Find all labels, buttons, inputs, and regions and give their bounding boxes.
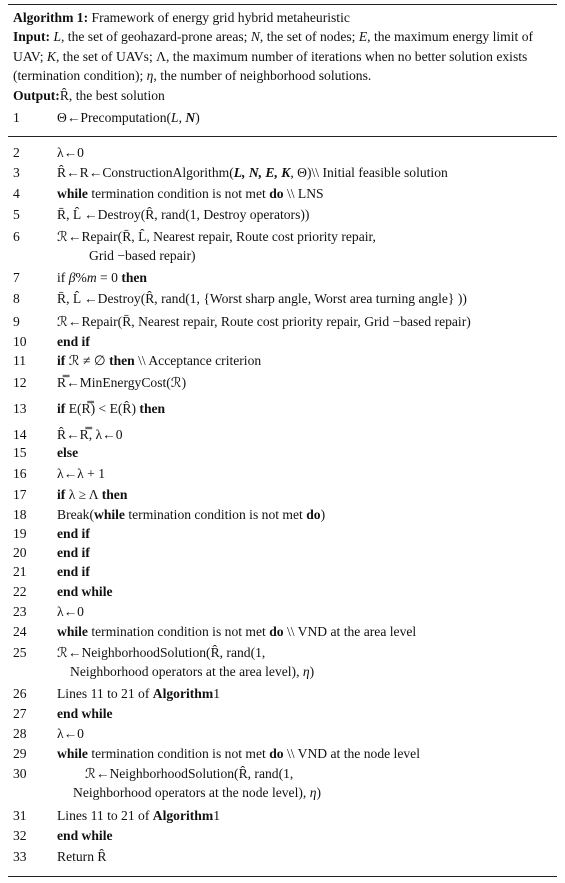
line-number: 11 bbox=[13, 353, 27, 368]
code-segment: ℛ←Repair(R̄, L̂, Nearest repair, Route cost priority repair, bbox=[57, 229, 376, 244]
line-code bbox=[57, 314, 471, 330]
code-segment: end while bbox=[57, 584, 113, 599]
line-code bbox=[57, 746, 420, 762]
line-code bbox=[57, 526, 90, 542]
code-segment: else bbox=[57, 445, 79, 460]
code-segment: if bbox=[57, 487, 66, 502]
line-number: 21 bbox=[13, 564, 27, 579]
line-code bbox=[57, 427, 123, 443]
bottom-rule bbox=[8, 876, 557, 877]
code-segment: Return R̂ bbox=[57, 849, 107, 864]
code-segment: % bbox=[75, 270, 87, 285]
code-segment: R̂←R̿, λ←0 bbox=[57, 427, 123, 442]
code-segment: , the number of neighborhood solutions. bbox=[153, 68, 372, 84]
code-segment: ℛ←Repair(R̄, Nearest repair, Route cost priority repair, Grid −based repair) bbox=[57, 314, 471, 329]
code-segment: ℛ←NeighborhoodSolution(R̂, rand(1, bbox=[85, 766, 294, 781]
code-segment: ℛ←NeighborhoodSolution(R̂, rand(1, bbox=[57, 645, 266, 660]
code-segment: 1 bbox=[213, 808, 220, 823]
line-number: 23 bbox=[13, 604, 27, 619]
input-label: Input: bbox=[13, 29, 51, 45]
code-segment: if bbox=[57, 353, 66, 368]
line-code bbox=[57, 445, 78, 461]
code-segment: do bbox=[269, 624, 284, 639]
line-code bbox=[57, 828, 113, 844]
code-segment: Grid −based repair) bbox=[89, 248, 196, 263]
line-number: 6 bbox=[13, 229, 20, 244]
line-number: 32 bbox=[13, 828, 27, 843]
code-segment: E(R̿) < E(R̂) bbox=[65, 401, 140, 416]
line-number: 8 bbox=[13, 291, 20, 306]
line-number: 13 bbox=[13, 401, 27, 416]
code-segment: η bbox=[302, 664, 310, 679]
code-segment: \\ VND at the node level bbox=[283, 746, 420, 761]
code-segment: end while bbox=[57, 706, 113, 721]
code-segment: R̄, L̂ ←Destroy(R̂, rand(1, Destroy operators)) bbox=[57, 207, 310, 222]
code-segment: , Θ)\\ Initial feasible solution bbox=[290, 165, 448, 180]
code-segment: \\ Acceptance criterion bbox=[134, 353, 262, 368]
line-number: 27 bbox=[13, 706, 27, 721]
line-number: 29 bbox=[13, 746, 27, 761]
line-number: 22 bbox=[13, 584, 27, 599]
code-segment: R̿←MinEnergyCost(ℛ) bbox=[57, 375, 187, 390]
line-number: 1 bbox=[13, 110, 20, 125]
code-segment: K bbox=[46, 48, 56, 64]
code-segment: while bbox=[57, 746, 88, 761]
algorithm-output bbox=[13, 86, 553, 105]
code-segment: Algorithm bbox=[152, 808, 214, 823]
line-code bbox=[57, 584, 113, 600]
code-segment: L bbox=[53, 29, 61, 45]
line-number: 15 bbox=[13, 445, 27, 460]
code-segment: Break( bbox=[57, 507, 94, 522]
code-segment: end if bbox=[57, 545, 90, 560]
code-segment: do bbox=[269, 746, 284, 761]
code-segment: Algorithm bbox=[152, 686, 214, 701]
code-segment: ) bbox=[316, 785, 321, 800]
line-code bbox=[57, 624, 416, 640]
code-segment: N bbox=[250, 29, 260, 45]
code-segment: N bbox=[185, 110, 196, 125]
code-segment: ) bbox=[320, 507, 326, 522]
output-text: R̂, the best solution bbox=[59, 87, 165, 103]
line-code bbox=[57, 564, 90, 580]
algorithm-title bbox=[13, 8, 553, 27]
code-segment: , the set of UAVs; Λ, the maximum number of iterations when no better solution exists (termination condition); bbox=[13, 48, 528, 84]
line-code bbox=[57, 145, 84, 161]
algorithm-title-text: Framework of energy grid hybrid metaheuristic bbox=[91, 10, 350, 25]
line-code bbox=[57, 229, 376, 245]
code-segment: ) bbox=[195, 110, 200, 125]
code-segment: Θ←Precomputation( bbox=[57, 110, 172, 125]
line-number: 14 bbox=[13, 427, 27, 442]
line-number: 7 bbox=[13, 270, 20, 285]
code-segment: λ←0 bbox=[57, 726, 84, 741]
code-segment: Lines 11 to 21 of bbox=[57, 686, 153, 701]
header-rule bbox=[8, 136, 557, 137]
code-segment: η bbox=[309, 785, 317, 800]
line-continuation bbox=[89, 248, 565, 264]
line-code bbox=[57, 401, 165, 417]
line-code bbox=[57, 604, 84, 620]
line-code bbox=[57, 291, 467, 307]
line-number: 12 bbox=[13, 375, 27, 390]
code-segment: m bbox=[86, 270, 97, 285]
code-segment: λ←0 bbox=[57, 145, 84, 160]
algorithm-title-label: Algorithm 1: bbox=[13, 10, 89, 25]
line-code bbox=[57, 487, 127, 503]
line-code bbox=[57, 466, 105, 482]
code-segment: end if bbox=[57, 526, 90, 541]
code-segment: λ←λ + 1 bbox=[57, 466, 106, 481]
code-segment: , the maximum energy limit of UAV; bbox=[13, 29, 534, 64]
line-code bbox=[57, 507, 325, 523]
line-number: 26 bbox=[13, 686, 27, 701]
line-code bbox=[85, 766, 293, 782]
line-code bbox=[57, 849, 106, 865]
code-segment: end if bbox=[57, 564, 90, 579]
line-number: 18 bbox=[13, 507, 27, 522]
code-segment: β bbox=[68, 270, 76, 285]
code-segment: Neighborhood operators at the area level), bbox=[70, 664, 303, 679]
algorithm-header bbox=[13, 8, 553, 105]
code-segment: ℛ ≠ ∅ bbox=[65, 353, 110, 368]
code-segment: do bbox=[269, 186, 284, 201]
line-code bbox=[57, 375, 186, 391]
line-number: 28 bbox=[13, 726, 27, 741]
code-segment: then bbox=[101, 487, 128, 502]
code-segment: do bbox=[306, 507, 321, 522]
line-code bbox=[57, 808, 220, 824]
code-segment: termination condition is not met bbox=[87, 624, 270, 639]
line-number: 9 bbox=[13, 314, 20, 329]
line-code bbox=[57, 110, 200, 126]
top-rule bbox=[8, 4, 557, 5]
line-continuation bbox=[70, 664, 565, 680]
code-segment: Neighborhood operators at the node level), bbox=[73, 785, 310, 800]
code-segment: , the set of nodes; bbox=[259, 29, 359, 45]
code-segment: , bbox=[178, 110, 186, 125]
code-segment: \\ VND at the area level bbox=[283, 624, 417, 639]
code-segment: then bbox=[121, 270, 147, 285]
line-number: 3 bbox=[13, 165, 20, 180]
line-code bbox=[57, 545, 90, 561]
code-segment: then bbox=[139, 401, 166, 416]
line-number: 19 bbox=[13, 526, 27, 541]
line-number: 20 bbox=[13, 545, 27, 560]
line-code bbox=[57, 706, 113, 722]
line-continuation bbox=[73, 785, 565, 801]
code-segment: = 0 bbox=[96, 270, 122, 285]
line-code bbox=[57, 165, 448, 181]
line-number: 30 bbox=[13, 766, 27, 781]
code-segment: Lines 11 to 21 of bbox=[57, 808, 153, 823]
code-segment: if bbox=[57, 401, 66, 416]
line-number: 2 bbox=[13, 145, 20, 160]
code-segment: L, N, E, K bbox=[233, 165, 291, 180]
line-number: 4 bbox=[13, 186, 20, 201]
input-text bbox=[13, 29, 533, 83]
line-number: 10 bbox=[13, 334, 27, 349]
line-code bbox=[57, 353, 261, 369]
output-label: Output: bbox=[13, 87, 60, 103]
line-number: 33 bbox=[13, 849, 27, 864]
code-segment: while bbox=[57, 186, 88, 201]
code-segment: termination condition is not met bbox=[124, 507, 307, 522]
code-segment: η bbox=[146, 68, 154, 84]
code-segment: L bbox=[171, 110, 179, 125]
line-code bbox=[57, 686, 220, 702]
code-segment: \\ LNS bbox=[283, 186, 324, 201]
code-segment: R̂←R←ConstructionAlgorithm( bbox=[57, 165, 234, 180]
line-code bbox=[57, 334, 90, 350]
code-segment: ) bbox=[309, 664, 315, 679]
code-segment: if bbox=[57, 270, 69, 285]
code-segment: λ←0 bbox=[57, 604, 84, 619]
line-number: 31 bbox=[13, 808, 27, 823]
line-number: 17 bbox=[13, 487, 27, 502]
line-code bbox=[57, 207, 309, 223]
line-number: 24 bbox=[13, 624, 27, 639]
code-segment: termination condition is not met bbox=[87, 186, 270, 201]
line-code bbox=[57, 645, 265, 661]
code-segment: then bbox=[109, 353, 135, 368]
code-segment: 1 bbox=[213, 686, 220, 701]
line-code bbox=[57, 186, 324, 202]
code-segment: E bbox=[358, 29, 368, 45]
line-code bbox=[57, 270, 147, 286]
code-segment: while bbox=[57, 624, 88, 639]
code-segment: end if bbox=[57, 334, 90, 349]
algorithm-input bbox=[13, 27, 553, 85]
code-segment: end while bbox=[57, 828, 113, 843]
code-segment: R̄, L̂ ←Destroy(R̂, rand(1, {Worst sharp angle, Worst area turning angle} )) bbox=[57, 291, 467, 306]
line-code bbox=[57, 726, 84, 742]
code-segment: while bbox=[94, 507, 125, 522]
code-segment: termination condition is not met bbox=[87, 746, 270, 761]
line-number: 25 bbox=[13, 645, 27, 660]
line-number: 16 bbox=[13, 466, 27, 481]
code-segment: λ ≥ Λ bbox=[65, 487, 102, 502]
code-segment: , the set of geohazard-prone areas; bbox=[61, 29, 251, 45]
line-number: 5 bbox=[13, 207, 20, 222]
